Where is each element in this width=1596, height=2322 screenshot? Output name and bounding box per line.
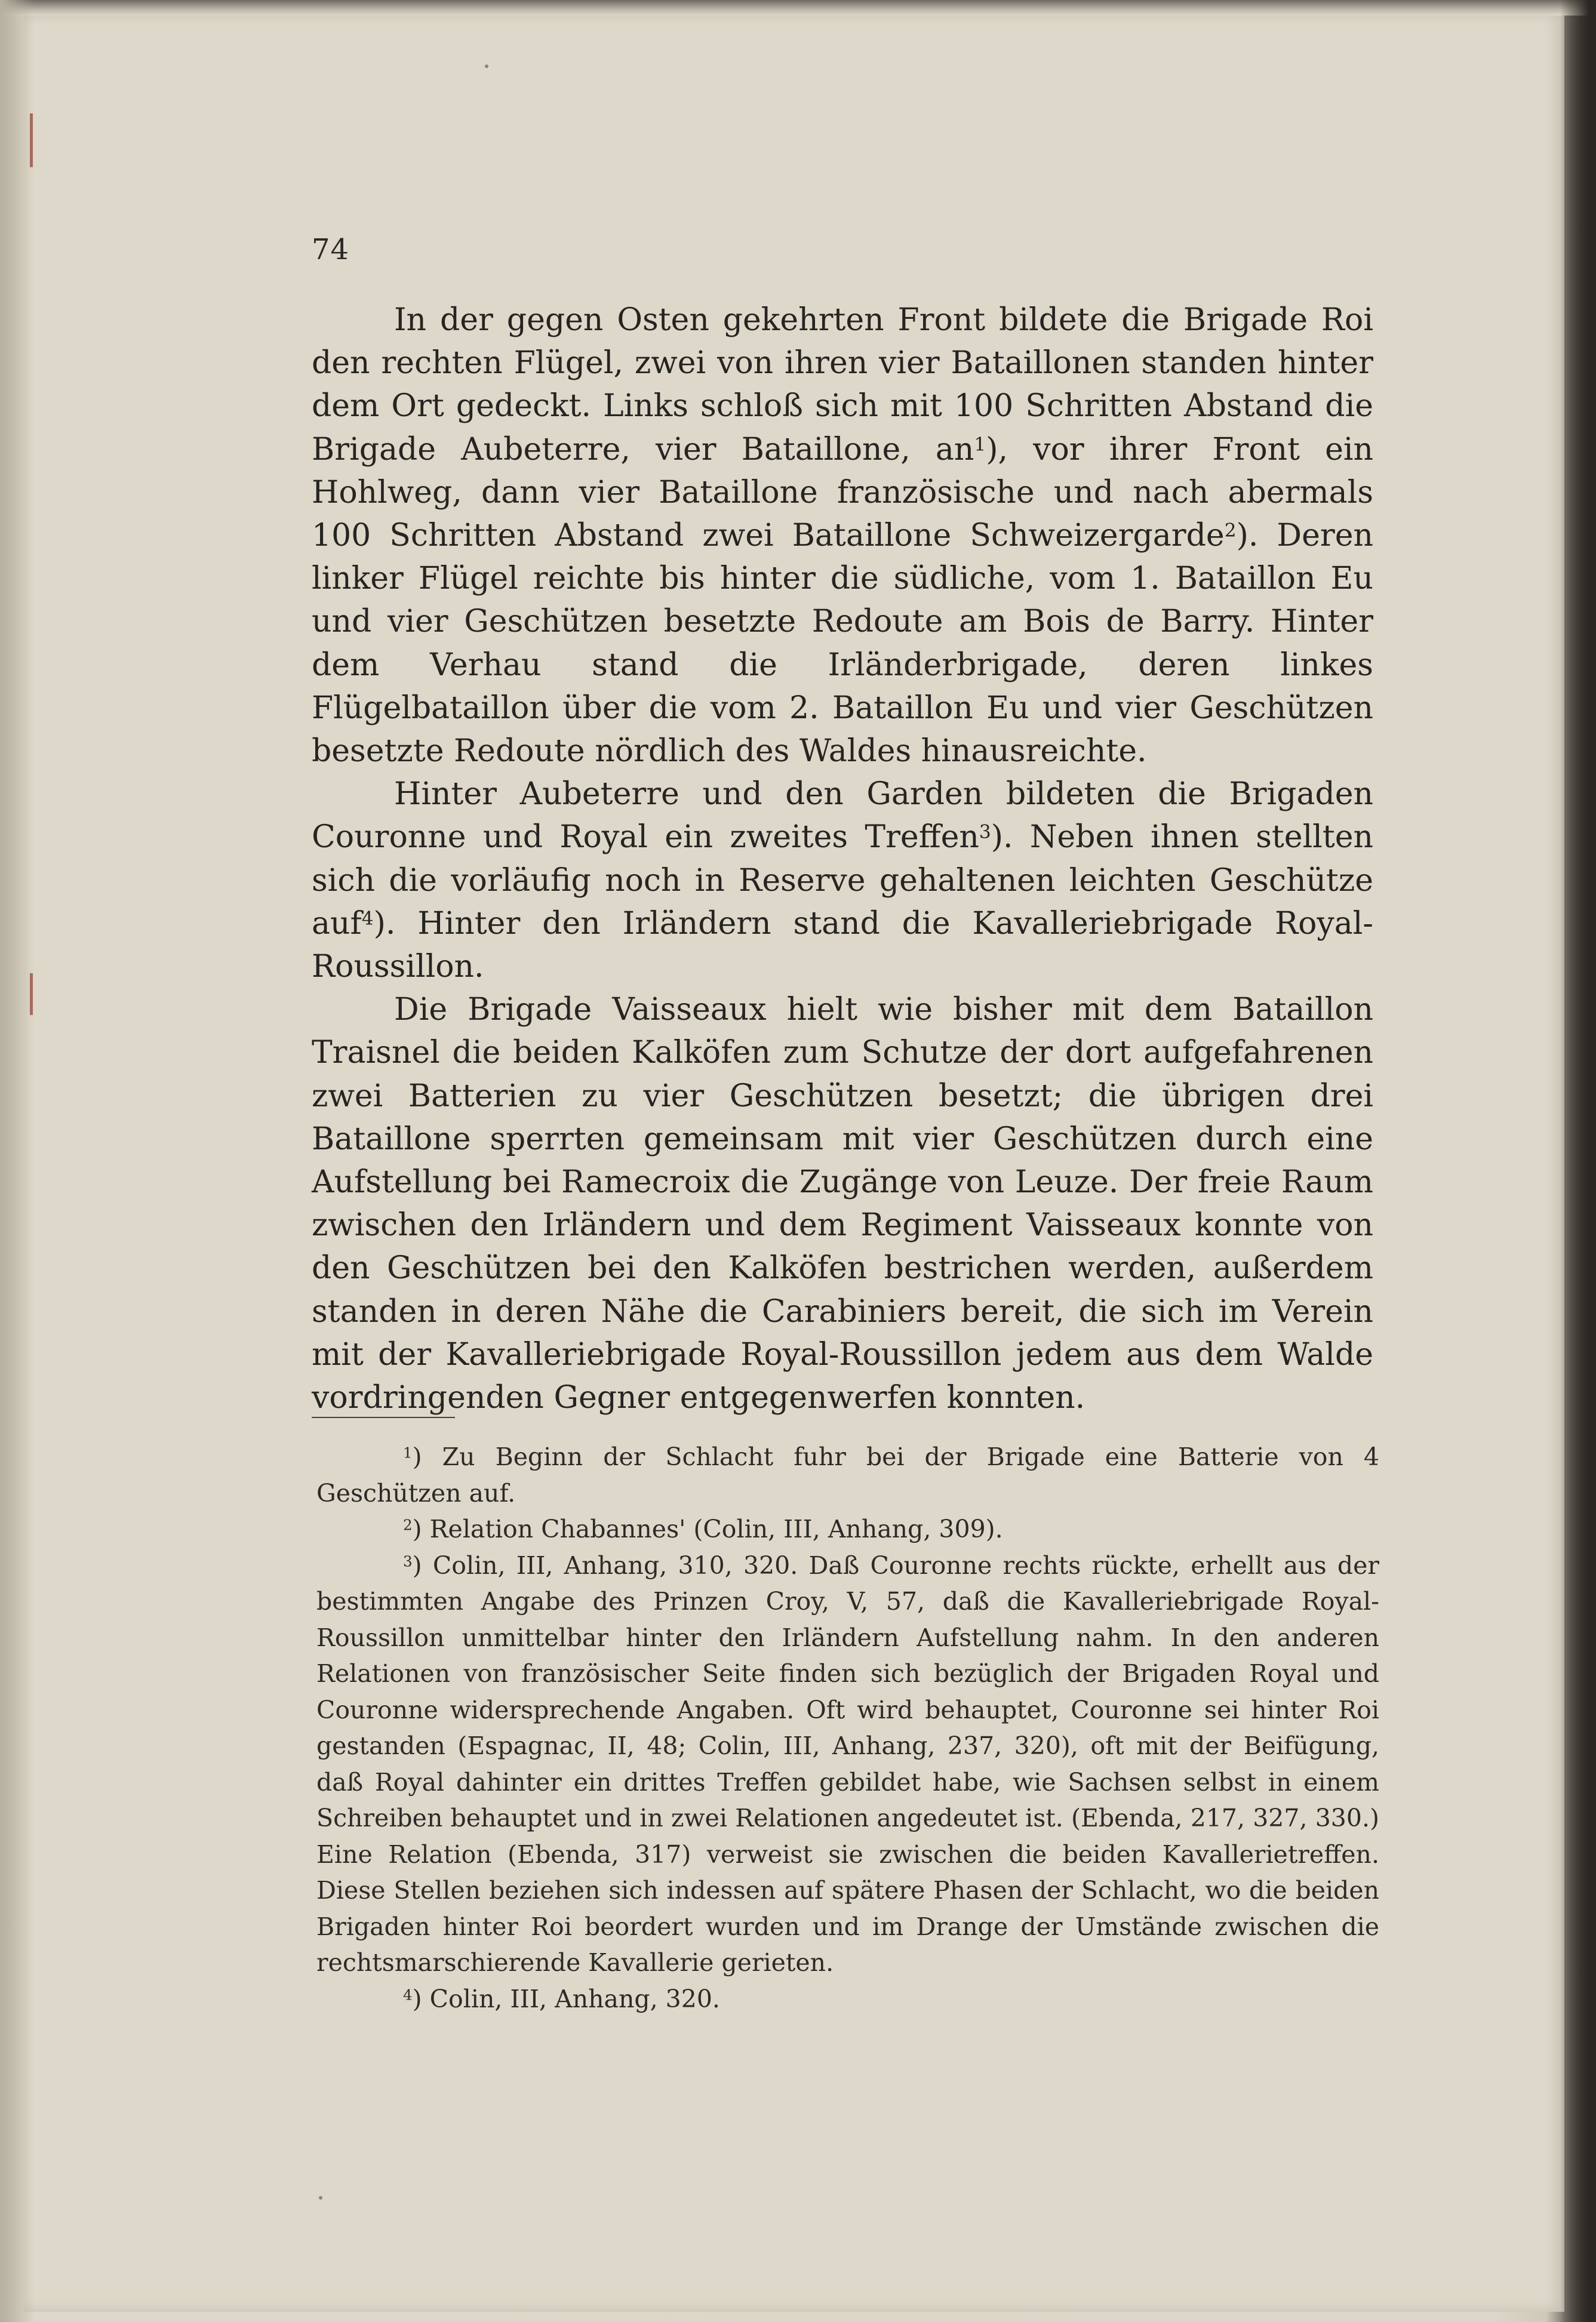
paragraph [312, 773, 1373, 988]
page-binding-shadow [0, 0, 35, 2322]
page-number: 74 [312, 233, 350, 266]
right-edge-shadow [1560, 0, 1596, 2322]
footnote-divider [312, 1417, 455, 1418]
footnote-marker: 3 [403, 1552, 413, 1570]
footnote-marker: 1 [403, 1444, 413, 1462]
text-run: Die Brigade Vaisseaux hielt wie bisher mit dem Bataillon Traisnel die beiden Kalköfen zum Schutze der dort aufgefahrenen zwei Batterien zu vier Geschützen besetzt; die übrigen drei Bataillone sperrten gemeinsam mit vier Geschützen durch eine Aufstellung bei Ramecroix die Zugänge von Leuze. Der freie Raum zwischen den Irländern und dem Regiment Vaisseaux konnte von den Geschützen bei den Kalköfen bestrichen werden, außerdem standen in deren Nähe die Carabiniers bereit, die sich im Verein mit der Kavalleriebrigade Royal-Roussillon jedem aus dem Walde vordringenden Gegner entgegenwerfen konnten. [312, 992, 1373, 1416]
text-run: ). Neben ihnen stellten sich die vorläufig noch in Reserve gehaltenen leichten Geschütze auf [312, 819, 1373, 942]
binding-mark [30, 113, 33, 167]
text-run: ) Colin, III, Anhang, 310, 320. Daß Couronne rechts rückte, erhellt aus der bestimmten Angabe des Prinzen Croy, V, 57, daß die Kavalleriebrigade Royal-Roussillon unmittelbar hinter den Irländern Aufstellung nahm. In den anderen Relationen von französischer Seite finden sich bezüglich der Brigaden Royal und Couronne widersprechende Angaben. Oft wird behauptet, Couronne sei hinter Roi gestanden (Espagnac, II, 48; Colin, III, Anhang, 237, 320), oft mit der Beifügung, daß Royal dahinter ein drittes Treffen gebildet habe, wie Sachsen selbst in einem Schreiben behauptet und in zwei Relationen angedeutet ist. (Ebenda, 217, 327, 330.) Eine Relation (Ebenda, 317) verweist sie zwischen die beiden Kavallerietreffen. Diese Stellen beziehen sich indessen auf spätere Phasen der Schlacht, wo die beiden Brigaden hinter Roi beordert wurden und im Drange der Umstände zwischen die rechtsmarschierende Kavallerie gerieten. [316, 1551, 1379, 1977]
text-run: ) Relation Chabannes' (Colin, III, Anhang, 309). [412, 1515, 1003, 1543]
paper-speck [485, 64, 488, 68]
footnote [316, 1981, 1379, 2017]
text-run: ) Colin, III, Anhang, 320. [412, 1984, 720, 2013]
text-run: ) Zu Beginn der Schlacht fuhr bei der Brigade eine Batterie von 4 Geschützen auf. [316, 1443, 1379, 1508]
footnote-marker: 2 [1224, 519, 1237, 542]
footnote [316, 1548, 1379, 1981]
paragraph [312, 988, 1373, 1419]
footnote-marker: 2 [403, 1516, 413, 1534]
text-run: In der gegen Osten gekehrten Front bildete die Brigade Roi den rechten Flügel, zwei von ihren vier Bataillonen standen hinter dem Ort gedeckt. Links schloß sich mit 100 Schritten Abstand die Brigade Aubeterre, vier Bataillone, an [312, 302, 1373, 468]
text-run: Hinter Aubeterre und den Garden bildeten die Brigaden Couronne und Royal ein zweites Treffen [312, 776, 1373, 856]
paragraph [312, 299, 1373, 773]
text-run: ), vor ihrer Front ein Hohlweg, dann vier Bataillone französische und nach abermals 100 Schritten Abstand zwei Bataillone Schweizergarde [312, 431, 1373, 554]
text-run: ). Hinter den Irländern stand die Kavalleriebrigade Royal-Roussillon. [312, 905, 1373, 985]
text-run: ). Deren linker Flügel reichte bis hinter die südliche, vom 1. Bataillon Eu und vier Geschützen besetzte Redoute am Bois de Barry. Hinter dem Verhau stand die Irländerbrigade, deren linkes Flügelbataillon über die vom 2. Bataillon Eu und vier Geschützen besetzte Redoute nördlich des Waldes hinausreichte. [312, 518, 1374, 770]
footnotes [316, 1439, 1379, 2017]
footnote [316, 1511, 1379, 1548]
binding-mark [30, 973, 33, 1015]
footnote [316, 1439, 1379, 1511]
footnote-marker: 3 [979, 821, 991, 843]
paper-speck [319, 2196, 322, 2200]
main-text [312, 299, 1373, 1419]
page-top-edge [0, 0, 1596, 16]
footnote-marker: 1 [974, 433, 986, 456]
footnote-marker: 4 [403, 1986, 413, 2004]
footnote-marker: 4 [361, 908, 374, 930]
